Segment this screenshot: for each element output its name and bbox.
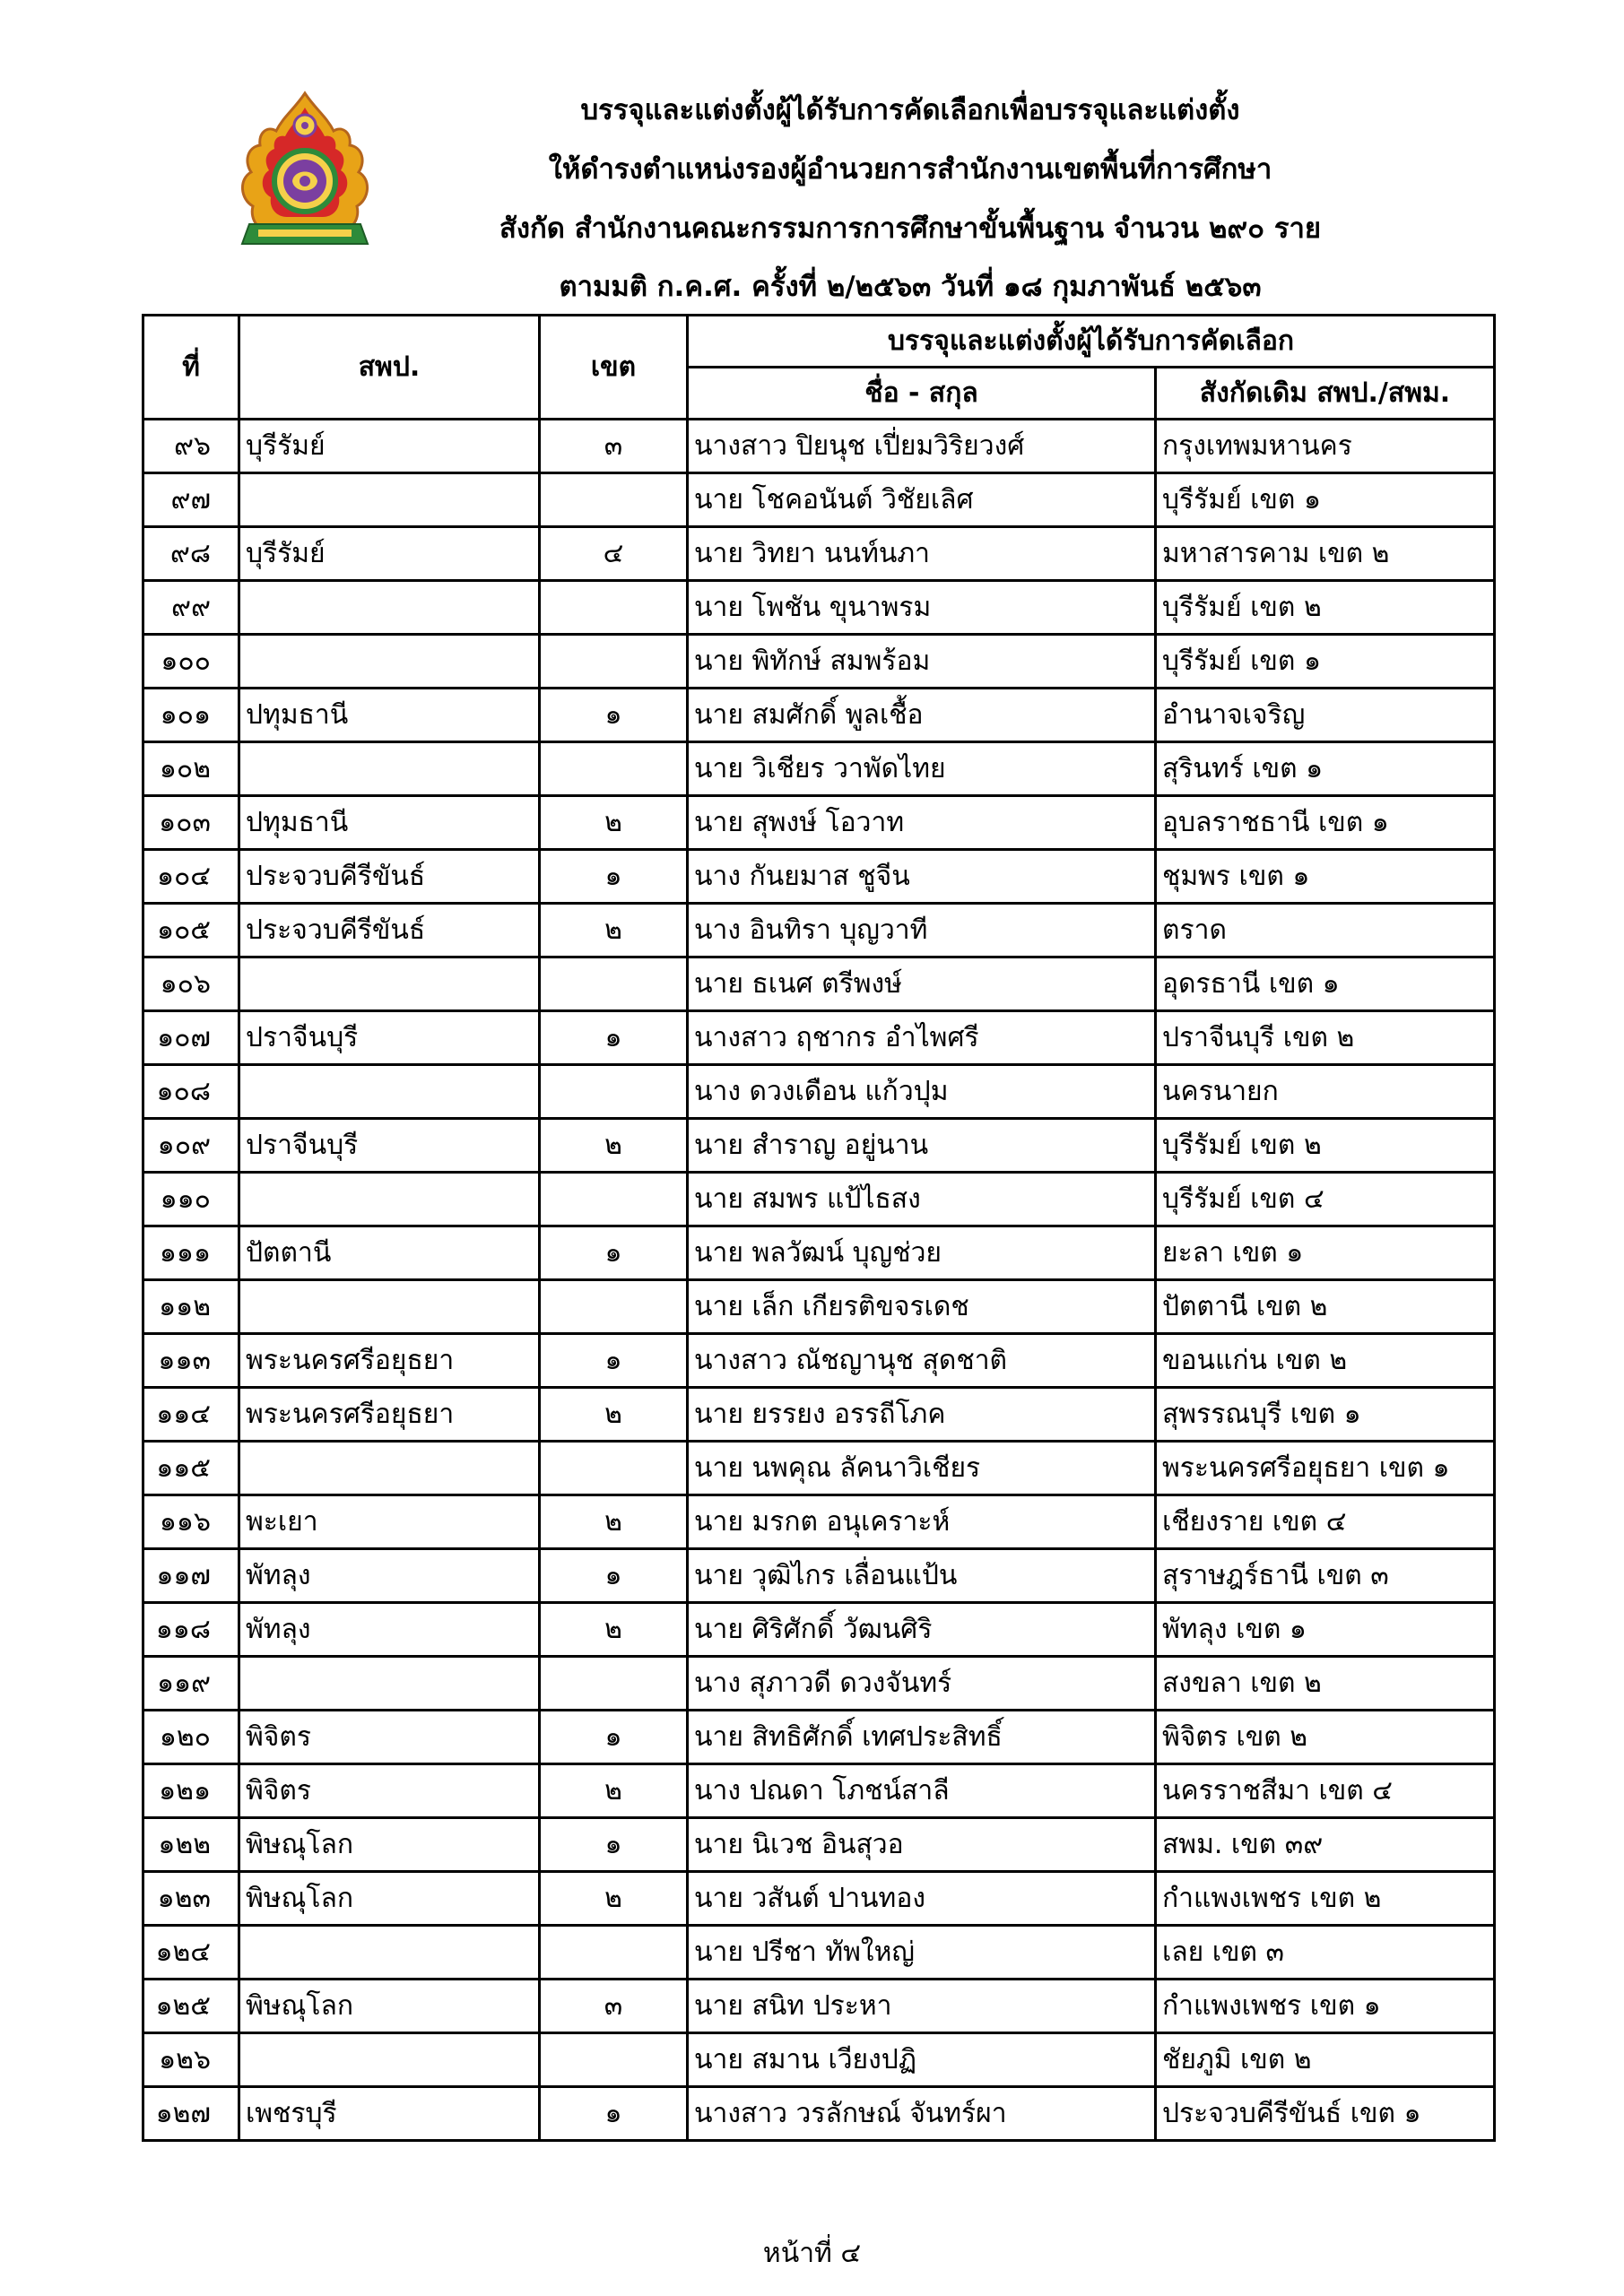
row-number: ๑๒๔ — [143, 1926, 239, 1980]
district-cell: ๒ — [540, 1388, 688, 1442]
origin-cell: พัทลุง เขต ๑ — [1156, 1603, 1495, 1657]
district-cell: ๑ — [540, 1818, 688, 1872]
district-cell: ๒ — [540, 1872, 688, 1926]
row-number: ๙๙ — [143, 581, 239, 635]
table-row — [143, 850, 1495, 904]
row-number: ๙๘ — [143, 527, 239, 581]
district-cell: ๑ — [540, 1549, 688, 1603]
table-row — [143, 473, 1495, 527]
name-cell: นาย วุฒิไกร เลื่อนแป้น — [688, 1549, 1156, 1603]
table-row — [143, 1388, 1495, 1442]
origin-cell: บุรีรัมย์ เขต ๒ — [1156, 1119, 1495, 1173]
office-cell: เพชรบุรี — [239, 2087, 540, 2141]
district-cell: ๒ — [540, 1764, 688, 1818]
office-cell — [239, 1065, 540, 1119]
office-cell — [239, 1657, 540, 1711]
table-row — [143, 1442, 1495, 1495]
name-cell: นาย สมศักดิ์ พูลเชื้อ — [688, 689, 1156, 742]
row-number: ๑๑๒ — [143, 1280, 239, 1334]
header-title-line1: บรรจุและแต่งตั้งผู้ได้รับการคัดเลือกเพื่อบรรจุและแต่งตั้ง — [580, 94, 1240, 126]
district-cell: ๒ — [540, 1119, 688, 1173]
row-number: ๑๐๖ — [143, 957, 239, 1011]
district-cell: ๒ — [540, 796, 688, 850]
name-cell: นาง สุภาวดี ดวงจันทร์ — [688, 1657, 1156, 1711]
table-row — [143, 1173, 1495, 1226]
office-cell — [239, 1280, 540, 1334]
origin-cell: กำแพงเพชร เขต ๒ — [1156, 1872, 1495, 1926]
name-cell: นางสาว ณัชญานุช สุดชาติ — [688, 1334, 1156, 1388]
office-cell: ปัตตานี — [239, 1226, 540, 1280]
table-row — [143, 1280, 1495, 1334]
district-cell: ๑ — [540, 689, 688, 742]
row-number: ๑๑๕ — [143, 1442, 239, 1495]
origin-cell: กำแพงเพชร เขต ๑ — [1156, 1980, 1495, 2033]
origin-cell: บุรีรัมย์ เขต ๒ — [1156, 581, 1495, 635]
table-row — [143, 527, 1495, 581]
table-row — [143, 904, 1495, 957]
table-row — [143, 2033, 1495, 2087]
district-cell: ๒ — [540, 1495, 688, 1549]
row-number: ๑๒๗ — [143, 2087, 239, 2141]
office-cell: ปราจีนบุรี — [239, 1011, 540, 1065]
origin-cell: ชัยภูมิ เขต ๒ — [1156, 2033, 1495, 2087]
office-cell: ประจวบคีรีขันธ์ — [239, 850, 540, 904]
row-number: ๑๐๔ — [143, 850, 239, 904]
row-number: ๑๐๕ — [143, 904, 239, 957]
table-row — [143, 1657, 1495, 1711]
district-cell — [540, 1280, 688, 1334]
row-number: ๑๑๙ — [143, 1657, 239, 1711]
header-name: ชื่อ - สกุล — [688, 368, 1156, 420]
row-number: ๑๐๒ — [143, 742, 239, 796]
district-cell — [540, 957, 688, 1011]
row-number: ๑๑๑ — [143, 1226, 239, 1280]
office-cell: พระนครศรีอยุธยา — [239, 1334, 540, 1388]
name-cell: นาย สนิท ประหา — [688, 1980, 1156, 2033]
name-cell: นาย โพชัน ขุนาพรม — [688, 581, 1156, 635]
row-number: ๙๗ — [143, 473, 239, 527]
header-no: ที่ — [143, 316, 239, 420]
district-cell: ๒ — [540, 904, 688, 957]
origin-cell: อุดรธานี เขต ๑ — [1156, 957, 1495, 1011]
origin-cell: ยะลา เขต ๑ — [1156, 1226, 1495, 1280]
office-cell — [239, 957, 540, 1011]
office-cell — [239, 581, 540, 635]
district-cell: ๑ — [540, 1711, 688, 1764]
name-cell: นาย สำราญ อยู่นาน — [688, 1119, 1156, 1173]
name-cell: นาย วิเชียร วาพัดไทย — [688, 742, 1156, 796]
office-cell: พะเยา — [239, 1495, 540, 1549]
origin-cell: สุรินทร์ เขต ๑ — [1156, 742, 1495, 796]
office-cell: พิษณุโลก — [239, 1872, 540, 1926]
name-cell: นางสาว ฤชากร อำไพศรี — [688, 1011, 1156, 1065]
origin-cell: บุรีรัมย์ เขต ๑ — [1156, 473, 1495, 527]
row-number: ๑๐๘ — [143, 1065, 239, 1119]
table-row — [143, 635, 1495, 689]
table-row — [143, 1980, 1495, 2033]
table-row — [143, 1226, 1495, 1280]
appointment-table — [142, 314, 1496, 2142]
office-cell: ประจวบคีรีขันธ์ — [239, 904, 540, 957]
table-row — [143, 957, 1495, 1011]
origin-cell: พระนครศรีอยุธยา เขต ๑ — [1156, 1442, 1495, 1495]
name-cell: นาย นพคุณ ลัคนาวิเชียร — [688, 1442, 1156, 1495]
district-cell: ๑ — [540, 2087, 688, 2141]
office-cell: พระนครศรีอยุธยา — [239, 1388, 540, 1442]
office-cell: พิจิตร — [239, 1711, 540, 1764]
name-cell: นาง กันยมาส ชูจีน — [688, 850, 1156, 904]
origin-cell: ขอนแก่น เขต ๒ — [1156, 1334, 1495, 1388]
origin-cell: นครนายก — [1156, 1065, 1495, 1119]
row-number: ๑๐๐ — [143, 635, 239, 689]
district-cell — [540, 742, 688, 796]
name-cell: นาย วิทยา นนท์นภา — [688, 527, 1156, 581]
header-title-line4: ตามมติ ก.ค.ศ. ครั้งที่ ๒/๒๕๖๓ วันที่ ๑๘ กุมภาพันธ์ ๒๕๖๓ — [559, 271, 1262, 303]
office-cell: พัทลุง — [239, 1549, 540, 1603]
name-cell: นาย สมาน เวียงปฏิ — [688, 2033, 1156, 2087]
office-cell — [239, 1926, 540, 1980]
office-cell: บุรีรัมย์ — [239, 527, 540, 581]
name-cell: นาง ปณดา โภชน์สาลี — [688, 1764, 1156, 1818]
origin-cell: บุรีรัมย์ เขต ๔ — [1156, 1173, 1495, 1226]
header-group: บรรจุและแต่งตั้งผู้ได้รับการคัดเลือก — [688, 316, 1495, 368]
name-cell: นาย พลวัฒน์ บุญช่วย — [688, 1226, 1156, 1280]
header-title-line3: สังกัด สำนักงานคณะกรรมการการศึกษาขั้นพื้นฐาน จำนวน ๒๙๐ ราย — [499, 212, 1322, 245]
district-cell: ๑ — [540, 1334, 688, 1388]
origin-cell: เชียงราย เขต ๔ — [1156, 1495, 1495, 1549]
header-office: สพป. — [239, 316, 540, 420]
obec-emblem-logo — [231, 90, 379, 256]
header-title-line2: ให้ดำรงตำแหน่งรองผู้อำนวยการสำนักงานเขตพื้นที่การศึกษา — [548, 153, 1272, 186]
row-number: ๑๒๐ — [143, 1711, 239, 1764]
row-number: ๑๐๓ — [143, 796, 239, 850]
row-number: ๑๒๓ — [143, 1872, 239, 1926]
table-row — [143, 1334, 1495, 1388]
district-cell — [540, 1173, 688, 1226]
origin-cell: ปัตตานี เขต ๒ — [1156, 1280, 1495, 1334]
name-cell: นาย พิทักษ์ สมพร้อม — [688, 635, 1156, 689]
office-cell: พิจิตร — [239, 1764, 540, 1818]
header-district: เขต — [540, 316, 688, 420]
origin-cell: อำนาจเจริญ — [1156, 689, 1495, 742]
row-number: ๑๒๕ — [143, 1980, 239, 2033]
origin-cell: ตราด — [1156, 904, 1495, 957]
row-number: ๑๑๓ — [143, 1334, 239, 1388]
district-cell — [540, 2033, 688, 2087]
name-cell: นาย มรกต อนุเคราะห์ — [688, 1495, 1156, 1549]
office-cell — [239, 1442, 540, 1495]
table-row — [143, 1926, 1495, 1980]
name-cell: นาย สมพร แป้ไธสง — [688, 1173, 1156, 1226]
office-cell: ปราจีนบุรี — [239, 1119, 540, 1173]
district-cell: ๓ — [540, 1980, 688, 2033]
table-row — [143, 420, 1495, 473]
district-cell: ๑ — [540, 1226, 688, 1280]
name-cell: นาย ธเนศ ตรีพงษ์ — [688, 957, 1156, 1011]
name-cell: นาง ดวงเดือน แก้วปุม — [688, 1065, 1156, 1119]
origin-cell: สุพรรณบุรี เขต ๑ — [1156, 1388, 1495, 1442]
table-row — [143, 1711, 1495, 1764]
origin-cell: กรุงเทพมหานคร — [1156, 420, 1495, 473]
row-number: ๑๑๗ — [143, 1549, 239, 1603]
district-cell — [540, 635, 688, 689]
row-number: ๙๖ — [143, 420, 239, 473]
row-number: ๑๑๐ — [143, 1173, 239, 1226]
district-cell: ๒ — [540, 1603, 688, 1657]
district-cell: ๑ — [540, 850, 688, 904]
row-number: ๑๐๙ — [143, 1119, 239, 1173]
table-row — [143, 1764, 1495, 1818]
district-cell — [540, 473, 688, 527]
district-cell — [540, 1065, 688, 1119]
table-row — [143, 581, 1495, 635]
district-cell: ๔ — [540, 527, 688, 581]
name-cell: นาย นิเวช อินสุวอ — [688, 1818, 1156, 1872]
office-cell: ปทุมธานี — [239, 796, 540, 850]
page-number: หน้าที่ ๔ — [762, 2238, 862, 2269]
header-origin: สังกัดเดิม สพป./สพม. — [1156, 368, 1495, 420]
district-cell: ๓ — [540, 420, 688, 473]
origin-cell: ชุมพร เขต ๑ — [1156, 850, 1495, 904]
office-cell: พัทลุง — [239, 1603, 540, 1657]
origin-cell: มหาสารคาม เขต ๒ — [1156, 527, 1495, 581]
table-row — [143, 1119, 1495, 1173]
table-row — [143, 796, 1495, 850]
table-row — [143, 2087, 1495, 2141]
table-row — [143, 1603, 1495, 1657]
district-cell: ๑ — [540, 1011, 688, 1065]
district-cell — [540, 1657, 688, 1711]
origin-cell: เลย เขต ๓ — [1156, 1926, 1495, 1980]
table-row — [143, 689, 1495, 742]
district-cell — [540, 1926, 688, 1980]
table-row — [143, 1872, 1495, 1926]
office-cell — [239, 473, 540, 527]
origin-cell: นครราชสีมา เขต ๔ — [1156, 1764, 1495, 1818]
table-row — [143, 1011, 1495, 1065]
origin-cell: ประจวบคีรีขันธ์ เขต ๑ — [1156, 2087, 1495, 2141]
table-row — [143, 742, 1495, 796]
name-cell: นาย ปรีชา ทัพใหญ่ — [688, 1926, 1156, 1980]
name-cell: นาย ศิริศักดิ์ วัฒนศิริ — [688, 1603, 1156, 1657]
origin-cell: สุราษฎร์ธานี เขต ๓ — [1156, 1549, 1495, 1603]
office-cell — [239, 2033, 540, 2087]
district-cell — [540, 1442, 688, 1495]
row-number: ๑๒๑ — [143, 1764, 239, 1818]
office-cell — [239, 1173, 540, 1226]
office-cell: พิษณุโลก — [239, 1818, 540, 1872]
origin-cell: สงขลา เขต ๒ — [1156, 1657, 1495, 1711]
name-cell: นาย สิทธิศักดิ์ เทศประสิทธิ์ — [688, 1711, 1156, 1764]
name-cell: นางสาว วรลักษณ์ จันทร์ผา — [688, 2087, 1156, 2141]
origin-cell: พิจิตร เขต ๒ — [1156, 1711, 1495, 1764]
origin-cell: สพม. เขต ๓๙ — [1156, 1818, 1495, 1872]
origin-cell: บุรีรัมย์ เขต ๑ — [1156, 635, 1495, 689]
table-row — [143, 1065, 1495, 1119]
office-cell: บุรีรัมย์ — [239, 420, 540, 473]
name-cell: นาย โชคอนันต์ วิชัยเลิศ — [688, 473, 1156, 527]
row-number: ๑๒๒ — [143, 1818, 239, 1872]
table-row — [143, 1818, 1495, 1872]
office-cell: พิษณุโลก — [239, 1980, 540, 2033]
table-row — [143, 1495, 1495, 1549]
name-cell: นาย เล็ก เกียรติขจรเดช — [688, 1280, 1156, 1334]
origin-cell: ปราจีนบุรี เขต ๒ — [1156, 1011, 1495, 1065]
office-cell — [239, 635, 540, 689]
name-cell: นาง อินทิรา บุญวาที — [688, 904, 1156, 957]
row-number: ๑๐๑ — [143, 689, 239, 742]
origin-cell: อุบลราชธานี เขต ๑ — [1156, 796, 1495, 850]
office-cell — [239, 742, 540, 796]
row-number: ๑๒๖ — [143, 2033, 239, 2087]
name-cell: นาย วสันต์ ปานทอง — [688, 1872, 1156, 1926]
name-cell: นาย สุพงษ์ โอวาท — [688, 796, 1156, 850]
row-number: ๑๑๘ — [143, 1603, 239, 1657]
name-cell: นาย ยรรยง อรรถีโภค — [688, 1388, 1156, 1442]
row-number: ๑๐๗ — [143, 1011, 239, 1065]
district-cell — [540, 581, 688, 635]
row-number: ๑๑๖ — [143, 1495, 239, 1549]
name-cell: นางสาว ปิยนุช เปี่ยมวิริยวงศ์ — [688, 420, 1156, 473]
table-row — [143, 1549, 1495, 1603]
office-cell: ปทุมธานี — [239, 689, 540, 742]
row-number: ๑๑๔ — [143, 1388, 239, 1442]
